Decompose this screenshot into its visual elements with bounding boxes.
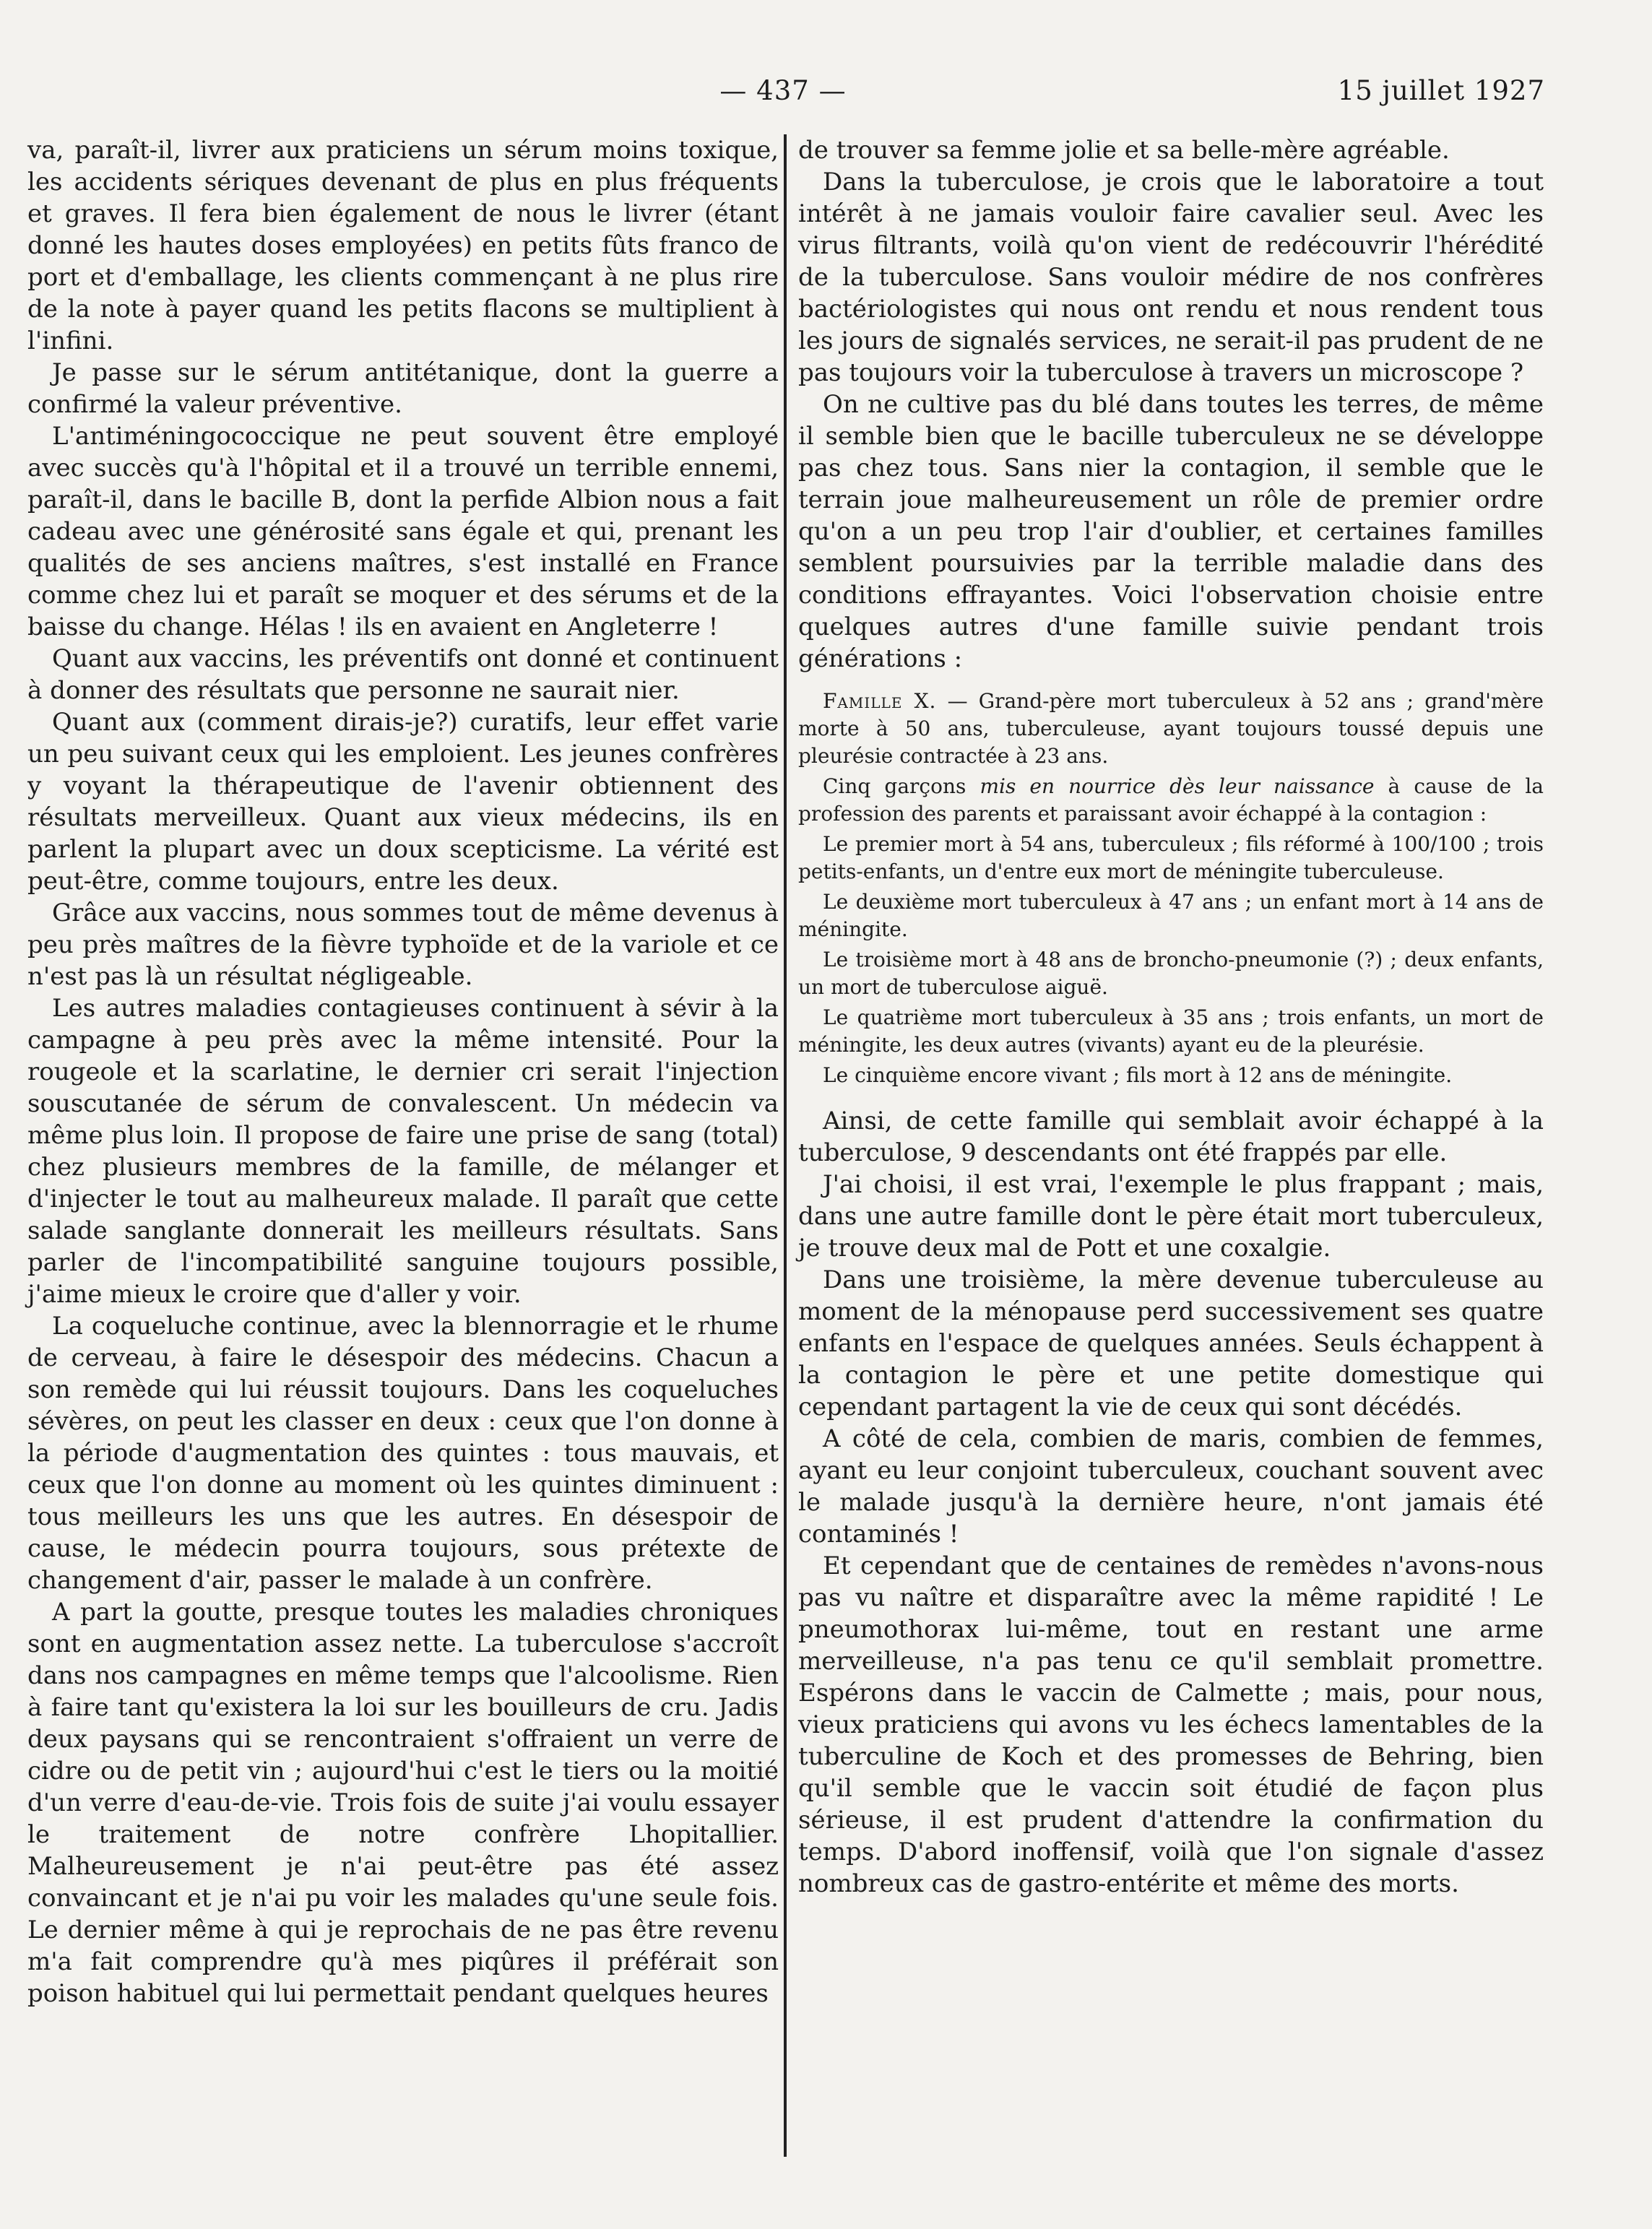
observation-intro [798,688,1544,770]
observation-item: Le troisième mort à 48 ans de broncho-pneumonie (?) ; deux enfants, un mort de tuberculose aiguë. [798,948,1544,999]
page-number: — 437 — [719,75,847,106]
paragraph: J'ai choisi, il est vrai, l'exemple le plus frappant ; mais, dans une autre famille dont le père était mort tuberculeux, je trouve deux mal de Pott et une coxalgie. [798,1170,1544,1263]
observation-block [798,688,1544,1089]
observation-item: Le deuxième mort tuberculeux à 47 ans ; un enfant mort à 14 ans de méningite. [798,890,1544,941]
right-column [798,134,1544,1900]
observation-item: Le cinquième encore vivant ; fils mort à 12 ans de méningite. [823,1063,1453,1087]
left-column [27,134,779,2009]
paragraph: L'antiméningococcique ne peut souvent être employé avec succès qu'à l'hôpital et il a trouvé un terrible ennemi, paraît-il, dans le bacille B, dont la perfide Albion nous a fait cadeau avec une générosité sans égale et qui, prenant les qualités de ses anciens maîtres, s'est installé en France comme chez lui et paraît se moquer et des sérums et de la baisse du change. Hélas ! ils en avaient en Angleterre ! [27,422,779,641]
observation-intro-text: — Grand-père mort tuberculeux à 52 ans ; grand'mère morte à 50 ans, tuberculeuse, ayant toujours toussé depuis une pleurésie contractée à 23 ans. [798,689,1544,768]
observation-cinq-b: à cause de la profession des parents et paraissant avoir échappé à la contagion : [798,774,1544,826]
observation-item: Le premier mort à 54 ans, tuberculeux ; fils réformé à 100/100 ; trois petits-enfants, un d'entre eux mort de méningite tuberculeuse. [798,832,1544,883]
paragraph: Quant aux vaccins, les préventifs ont donné et continuent à donner des résultats que personne ne saurait nier. [27,644,779,705]
paragraph: Grâce aux vaccins, nous sommes tout de même devenus à peu près maîtres de la fièvre typhoïde et de la variole et ce n'est pas là un résultat négligeable. [27,899,779,991]
paragraph: va, paraît-il, livrer aux praticiens un sérum moins toxique, les accidents sériques devenant de plus en plus fréquents et graves. Il fera bien également de nous le livrer (étant donné les hautes doses employées) en petits fûts franco de port et d'emballage, les clients commençant à ne plus rire de la note à payer quand les petits flacons se multiplient à l'infini. [27,136,779,355]
paragraph: Dans une troisième, la mère devenue tuberculeuse au moment de la ménopause perd successivement ses quatre enfants en l'espace de quelques années. Seuls échappent à la contagion le père et une petite domestique qui cependant partagent la vie de ceux qui sont décédés. [798,1265,1544,1421]
observation-heading: Famille X. [823,689,937,713]
page-date: 15 juillet 1927 [1337,75,1545,106]
paragraph: Je passe sur le sérum antitétanique, dont la guerre a confirmé la valeur préventive. [27,358,779,419]
paragraph: La coqueluche continue, avec la blennorragie et le rhume de cerveau, à faire le désespoir des médecins. Chacun a son remède qui lui réussit toujours. Dans les coqueluches sévères, on peut les classer en deux : ceux que l'on donne à la période d'augmentation des quintes : tous mauvais, et ceux que l'on donne au moment où les quintes diminuent : tous meilleurs les uns que les autres. En désespoir de cause, le médecin pourra toujours, sous prétexte de changement d'air, passer le malade à un confrère. [27,1312,779,1595]
paragraph: de trouver sa femme jolie et sa belle-mère agréable. [798,136,1450,165]
paragraph: Dans la tuberculose, je crois que le laboratoire a tout intérêt à ne jamais vouloir faire cavalier seul. Avec les virus filtrants, voilà qu'on vient de redécouvrir l'hérédité de la tuberculose. Sans vouloir médire de nos confrères bactériologistes qui nous ont rendu et nous rendent tous les jours de signalés services, ne serait-il pas prudent de ne pas toujours voir la tuberculose à travers un microscope ? [798,168,1544,387]
observation-cinq-em: mis en nourrice dès leur naissance [979,774,1375,798]
column-divider [784,134,787,2157]
observation-item: Le quatrième mort tuberculeux à 35 ans ; trois enfants, un mort de méningite, les deux autres (vivants) ayant eu de la pleurésie. [798,1005,1544,1057]
paragraph: Les autres maladies contagieuses continuent à sévir à la campagne à peu près avec la même intensité. Pour la rougeole et la scarlatine, le dernier cri serait l'injection souscutanée de sérum de convalescent. Un médecin va même plus loin. Il propose de faire une prise de sang (total) chez plusieurs membres de la famille, de mélanger et d'injecter le tout au malheureux malade. Il paraît que cette salade sanglante donnerait les meilleurs résultats. Sans parler de l'incompatibilité sanguine toujours possible, j'aime mieux le croire que d'aller y voir. [27,994,779,1309]
observation-cinq-a: Cinq garçons [823,774,980,798]
paragraph: Ainsi, de cette famille qui semblait avoir échappé à la tuberculose, 9 descendants ont été frappés par elle. [798,1107,1544,1167]
paragraph: A part la goutte, presque toutes les maladies chroniques sont en augmentation assez nette. La tuberculose s'accroît dans nos campagnes en même temps que l'alcoolisme. Rien à faire tant qu'existera la loi sur les bouilleurs de cru. Jadis deux paysans qui se rencontraient s'offraient un verre de cidre ou de petit vin ; aujourd'hui c'est le tiers ou la moitié d'un verre d'eau-de-vie. Trois fois de suite j'ai voulu essayer le traitement de notre confrère Lhopitallier. Malheureusement je n'ai peut-être pas été assez convaincant et je n'ai pu voir les malades qu'une seule fois. Le dernier même à qui je reprochais de ne pas être revenu m'a fait comprendre qu'à mes piqûres il préférait son poison habituel qui lui permettait pendant quelques heures [27,1598,779,2008]
paragraph: On ne cultive pas du blé dans toutes les terres, de même il semble bien que le bacille tuberculeux ne se développe pas chez tous. Sans nier la contagion, il semble que le terrain joue malheureusement un rôle de premier ordre qu'on a un peu trop l'air d'oublier, et certaines familles semblent poursuivies par la terrible maladie dans des conditions effrayantes. Voici l'observation choisie entre quelques autres d'une famille suivie pendant trois générations : [798,390,1544,673]
paragraph: Quant aux (comment dirais-je?) curatifs, leur effet varie un peu suivant ceux qui les emploient. Les jeunes confrères y voyant la thérapeutique de l'avenir obtiennent des résultats merveilleux. Quant aux vieux médecins, ils en parlent la plupart avec un doux scepticisme. La vérité est peut-être, comme toujours, entre les deux. [27,708,779,896]
paragraph: Et cependant que de centaines de remèdes n'avons-nous pas vu naître et disparaître avec la même rapidité ! Le pneumothorax lui-même, tout en restant une arme merveilleuse, n'a pas tenu ce qu'il semblait promettre. Espérons dans le vaccin de Calmette ; mais, pour nous, vieux praticiens qui avons vu les échecs lamentables de la tuberculine de Koch et des promesses de Behring, bien qu'il semble que le vaccin soit étudié de façon plus sérieuse, il est prudent d'attendre la confirmation du temps. D'abord inoffensif, voilà que l'on signale d'assez nombreux cas de gastro-entérite et même des morts. [798,1551,1544,1898]
paragraph: A côté de cela, combien de maris, combien de femmes, ayant eu leur conjoint tuberculeux, couchant souvent avec le malade jusqu'à la dernière heure, n'ont jamais été contaminés ! [798,1424,1544,1549]
observation-cinq [798,773,1544,828]
